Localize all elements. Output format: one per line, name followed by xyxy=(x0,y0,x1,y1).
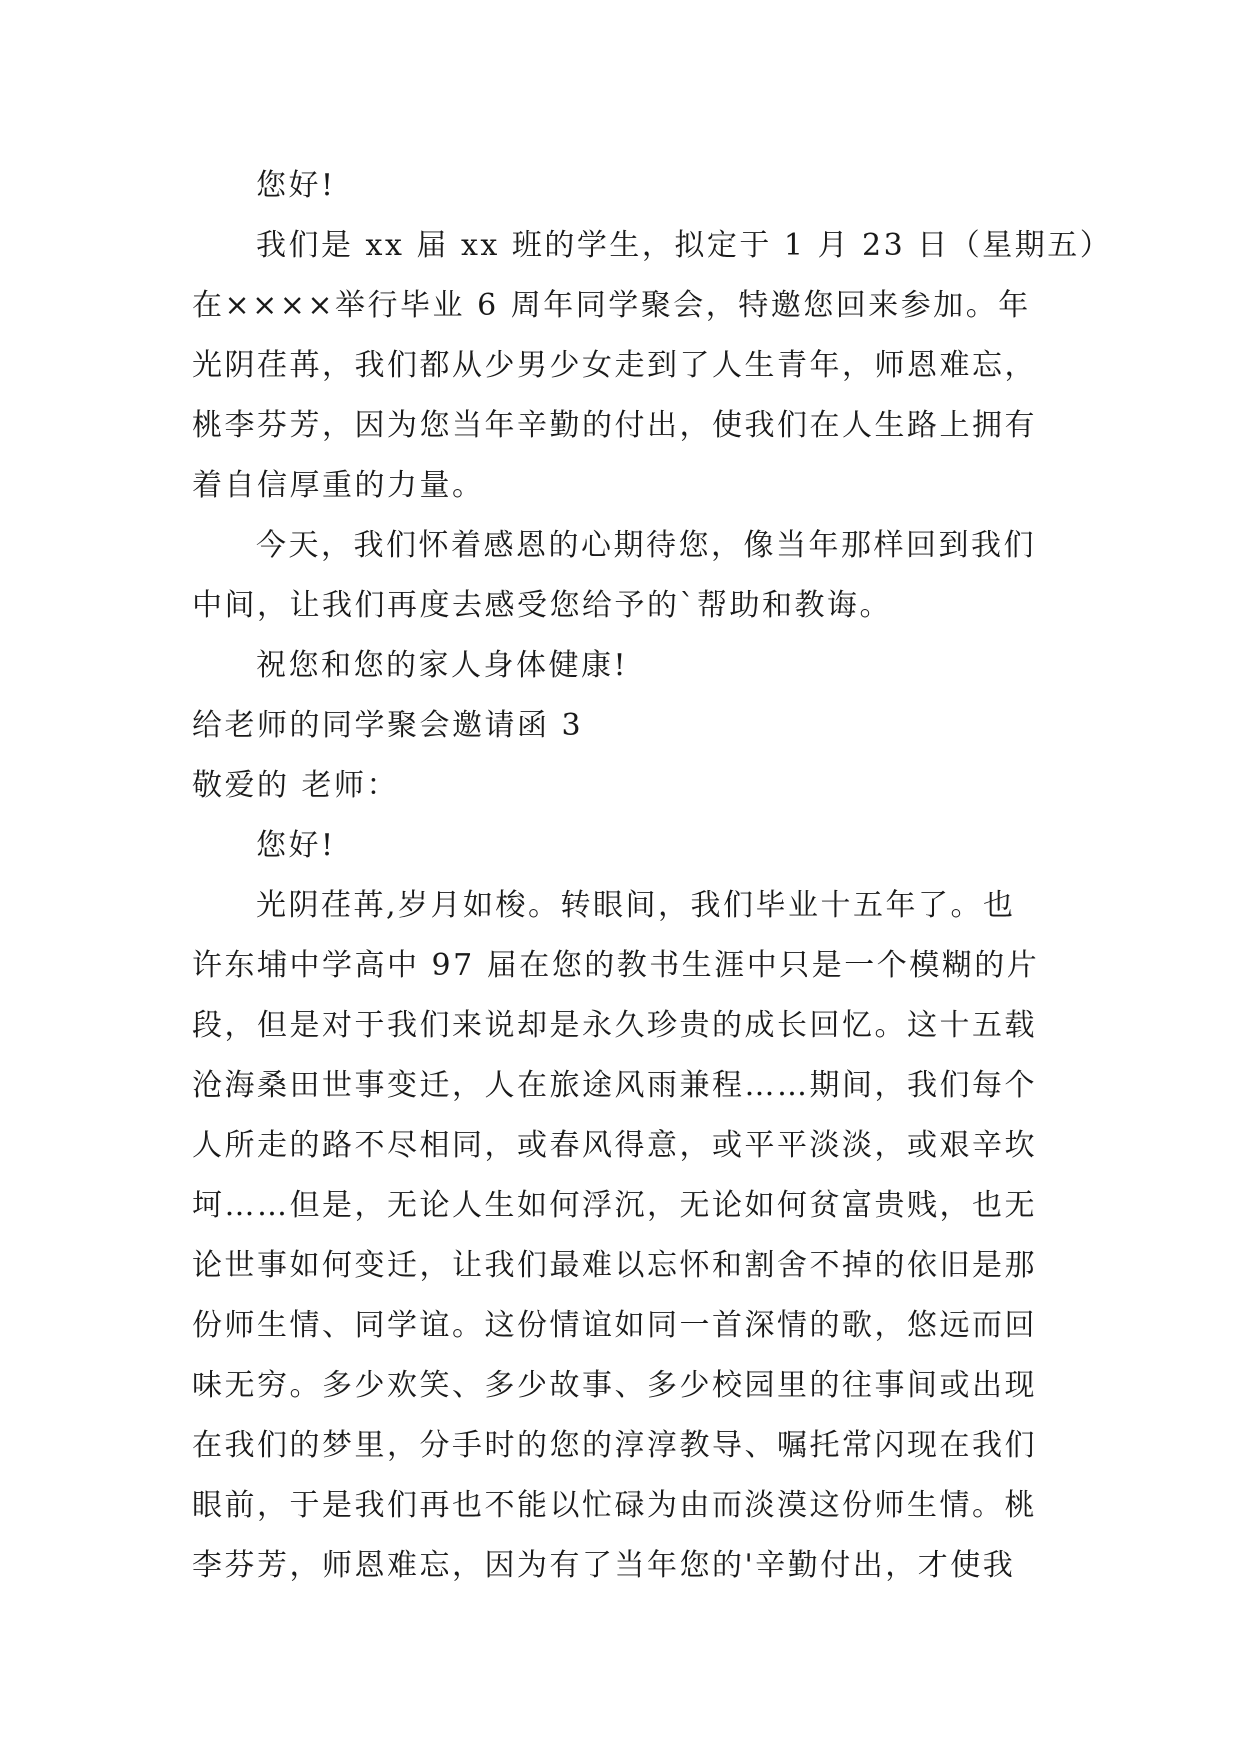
paragraph-line: 桃李芬芳，因为您当年辛勤的付出，使我们在人生路上拥有 xyxy=(192,408,1037,443)
paragraph-line: 许东埔中学高中 97 届在您的教书生涯中只是一个模糊的片 xyxy=(192,948,1040,983)
section-title: 给老师的同学聚会邀请函 3 xyxy=(192,708,584,743)
greeting-line: 您好! xyxy=(256,168,336,203)
paragraph-line: 光阴荏苒,岁月如梭。转眼间，我们毕业十五年了。也 xyxy=(256,888,1016,923)
paragraph-line: 我们是 xx 届 xx 班的学生，拟定于 1 月 23 日（星期五） xyxy=(256,228,1113,263)
paragraph-line: 人所走的路不尽相同，或春风得意，或平平淡淡，或艰辛坎 xyxy=(192,1128,1037,1163)
paragraph-line: 论世事如何变迁，让我们最难以忘怀和割舍不掉的依旧是那 xyxy=(192,1248,1037,1283)
paragraph-line: 着自信厚重的力量。 xyxy=(192,468,485,503)
salutation-line: 敬爱的 老师： xyxy=(192,768,400,803)
paragraph-line: 李芬芳，师恩难忘，因为有了当年您的'辛勤付出，才使我 xyxy=(192,1548,1016,1583)
paragraph-line: 在我们的梦里，分手时的您的淳淳教导、嘱托常闪现在我们 xyxy=(192,1428,1037,1463)
paragraph-line: 份师生情、同学谊。这份情谊如同一首深情的歌，悠远而回 xyxy=(192,1308,1037,1343)
paragraph-line: 中间，让我们再度去感受您给予的`帮助和教诲。 xyxy=(192,588,892,623)
paragraph-line: 在××××举行毕业 6 周年同学聚会，特邀您回来参加。年 xyxy=(192,288,1031,323)
paragraph-line: 沧海桑田世事变迁，人在旅途风雨兼程……期间，我们每个 xyxy=(192,1068,1037,1103)
greeting-line: 您好! xyxy=(256,828,336,863)
paragraph-line: 光阴荏苒，我们都从少男少女走到了人生青年，师恩难忘， xyxy=(192,348,1037,383)
paragraph-line: 味无穷。多少欢笑、多少故事、多少校园里的往事间或出现 xyxy=(192,1368,1037,1403)
closing-line: 祝您和您的家人身体健康! xyxy=(256,648,629,683)
paragraph-line: 坷……但是，无论人生如何浮沉，无论如何贫富贵贱，也无 xyxy=(192,1188,1037,1223)
paragraph-line: 段，但是对于我们来说却是永久珍贵的成长回忆。这十五载 xyxy=(192,1008,1037,1043)
paragraph-line: 今天，我们怀着感恩的心期待您，像当年那样回到我们 xyxy=(256,528,1036,563)
paragraph-line: 眼前，于是我们再也不能以忙碌为由而淡漠这份师生情。桃 xyxy=(192,1488,1037,1523)
